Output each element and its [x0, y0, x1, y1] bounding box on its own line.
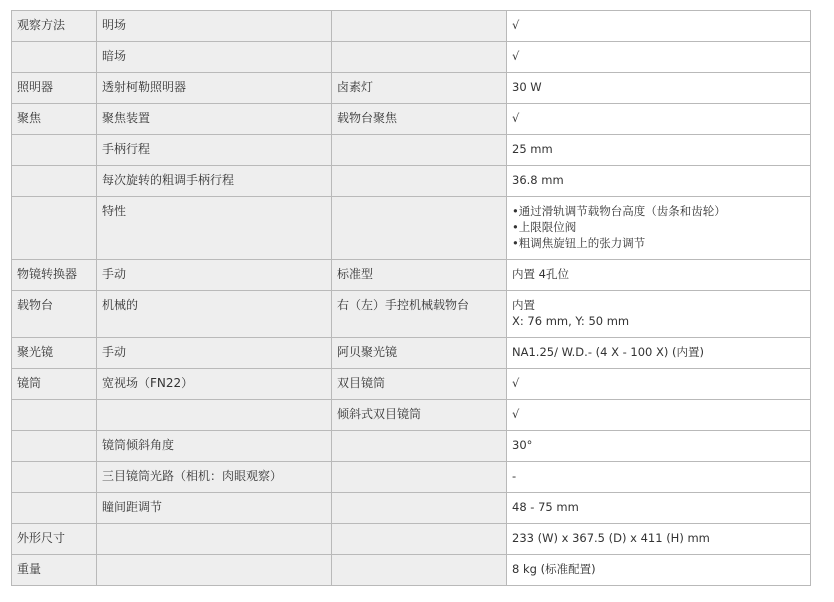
category-cell: 聚焦 — [12, 104, 97, 135]
item-cell: 宽视场（FN22） — [97, 369, 332, 400]
subitem-cell — [332, 524, 507, 555]
category-cell: 物镜转换器 — [12, 260, 97, 291]
subitem-cell: 右（左）手控机械载物台 — [332, 291, 507, 338]
value-cell — [507, 555, 811, 586]
value-cell — [507, 73, 811, 104]
category-cell — [12, 135, 97, 166]
item-cell: 手动 — [97, 260, 332, 291]
item-cell: 透射柯勒照明器 — [97, 73, 332, 104]
subitem-cell — [332, 197, 507, 260]
value-line: •通过滑轨调节载物台高度（齿条和齿轮） — [512, 204, 726, 218]
value-line: X: 76 mm, Y: 50 mm — [512, 314, 630, 328]
value-line: 36.8 mm — [512, 173, 564, 187]
subitem-cell: 卤素灯 — [332, 73, 507, 104]
value-cell — [507, 431, 811, 462]
spec-table-body — [12, 11, 811, 586]
table-row — [12, 524, 811, 555]
table-row — [12, 166, 811, 197]
value-cell — [507, 369, 811, 400]
value-line: - — [512, 469, 517, 483]
value-line: √ — [512, 407, 520, 421]
category-cell — [12, 197, 97, 260]
subitem-cell — [332, 462, 507, 493]
subitem-cell — [332, 431, 507, 462]
item-cell: 聚焦装置 — [97, 104, 332, 135]
value-line: 30° — [512, 438, 533, 452]
value-line: √ — [512, 18, 520, 32]
value-cell — [507, 135, 811, 166]
value-line: √ — [512, 111, 520, 125]
table-row — [12, 73, 811, 104]
value-line: •粗调焦旋钮上的张力调节 — [512, 236, 646, 250]
spec-table — [11, 10, 811, 586]
table-row — [12, 197, 811, 260]
category-cell: 外形尺寸 — [12, 524, 97, 555]
item-cell: 明场 — [97, 11, 332, 42]
value-cell — [507, 166, 811, 197]
item-cell — [97, 400, 332, 431]
category-cell: 聚光镜 — [12, 338, 97, 369]
subitem-cell — [332, 555, 507, 586]
subitem-cell: 载物台聚焦 — [332, 104, 507, 135]
value-line: 内置 4孔位 — [512, 267, 569, 281]
value-line: 30 W — [512, 80, 542, 94]
item-cell: 镜筒倾斜角度 — [97, 431, 332, 462]
value-line: 内置 — [512, 298, 535, 312]
category-cell: 镜筒 — [12, 369, 97, 400]
category-cell: 观察方法 — [12, 11, 97, 42]
table-row — [12, 11, 811, 42]
category-cell: 照明器 — [12, 73, 97, 104]
value-cell — [507, 493, 811, 524]
table-row — [12, 135, 811, 166]
table-row — [12, 400, 811, 431]
item-cell: 机械的 — [97, 291, 332, 338]
item-cell: 暗场 — [97, 42, 332, 73]
table-row — [12, 42, 811, 73]
item-cell: 瞳间距调节 — [97, 493, 332, 524]
category-cell: 载物台 — [12, 291, 97, 338]
table-row — [12, 338, 811, 369]
value-line: √ — [512, 49, 520, 63]
table-row — [12, 104, 811, 135]
item-cell — [97, 524, 332, 555]
value-line: NA1.25/ W.D.- (4 X - 100 X) (内置) — [512, 345, 705, 359]
item-cell — [97, 555, 332, 586]
value-line: 48 - 75 mm — [512, 500, 579, 514]
subitem-cell — [332, 166, 507, 197]
item-cell: 手动 — [97, 338, 332, 369]
subitem-cell — [332, 135, 507, 166]
value-cell — [507, 338, 811, 369]
value-line: 25 mm — [512, 142, 553, 156]
value-cell — [507, 291, 811, 338]
value-cell — [507, 462, 811, 493]
subitem-cell — [332, 493, 507, 524]
table-row — [12, 260, 811, 291]
item-cell: 手柄行程 — [97, 135, 332, 166]
subitem-cell — [332, 11, 507, 42]
subitem-cell: 倾斜式双目镜筒 — [332, 400, 507, 431]
subitem-cell — [332, 42, 507, 73]
category-cell — [12, 400, 97, 431]
value-line: √ — [512, 376, 520, 390]
value-cell — [507, 42, 811, 73]
item-cell: 特性 — [97, 197, 332, 260]
value-cell — [507, 197, 811, 260]
category-cell — [12, 166, 97, 197]
value-line: 8 kg (标准配置) — [512, 562, 596, 576]
table-row — [12, 431, 811, 462]
value-cell — [507, 11, 811, 42]
value-cell — [507, 400, 811, 431]
value-cell — [507, 260, 811, 291]
table-row — [12, 462, 811, 493]
item-cell: 每次旋转的粗调手柄行程 — [97, 166, 332, 197]
value-cell — [507, 524, 811, 555]
category-cell — [12, 493, 97, 524]
value-line: 233 (W) x 367.5 (D) x 411 (H) mm — [512, 531, 710, 545]
subitem-cell: 标准型 — [332, 260, 507, 291]
value-cell — [507, 104, 811, 135]
category-cell — [12, 42, 97, 73]
table-row — [12, 291, 811, 338]
table-row — [12, 555, 811, 586]
category-cell — [12, 462, 97, 493]
category-cell: 重量 — [12, 555, 97, 586]
subitem-cell: 双目镜筒 — [332, 369, 507, 400]
value-line: •上限限位阀 — [512, 220, 577, 234]
category-cell — [12, 431, 97, 462]
table-row — [12, 493, 811, 524]
table-row — [12, 369, 811, 400]
subitem-cell: 阿贝聚光镜 — [332, 338, 507, 369]
item-cell: 三目镜筒光路（相机：肉眼观察） — [97, 462, 332, 493]
